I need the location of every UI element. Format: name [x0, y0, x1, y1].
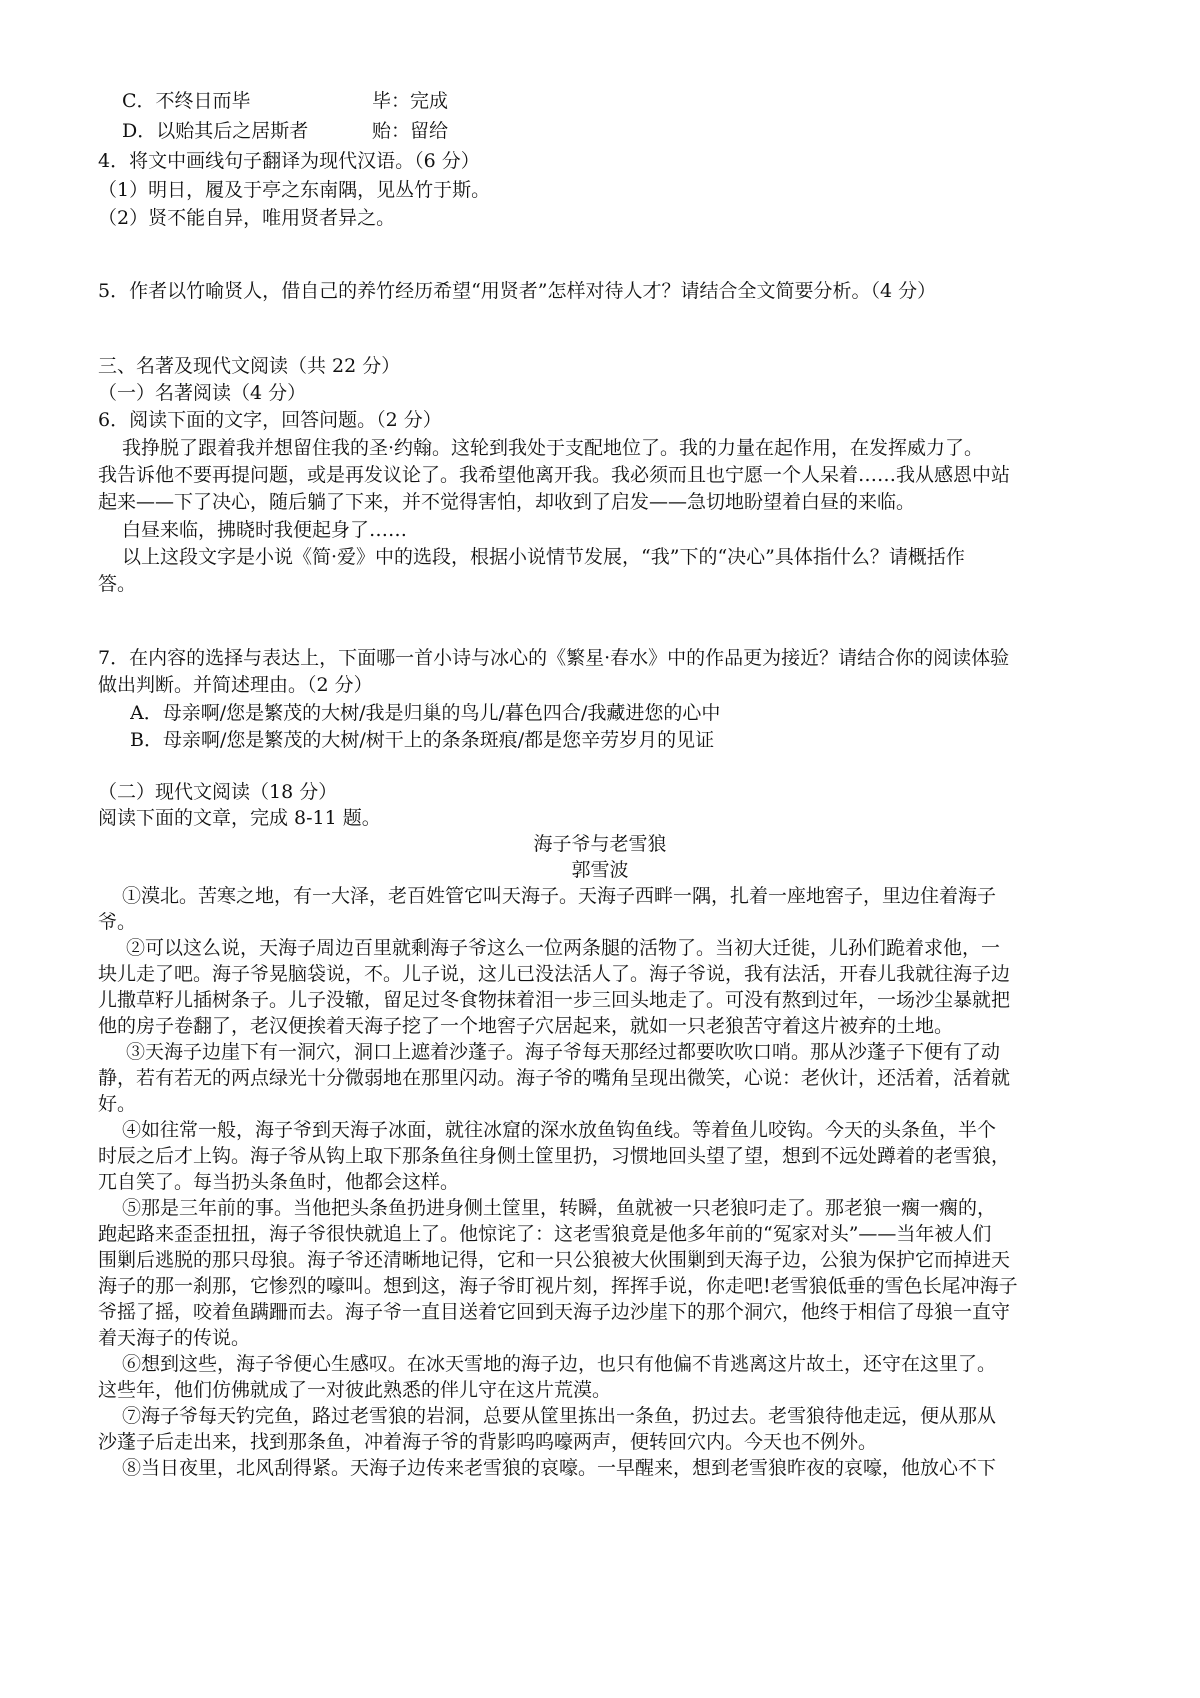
q4-stem: 4．将文中画线句子翻译为现代汉语。（6 分） — [98, 150, 480, 172]
q4-sentence-2: （2）贤不能自异，唯用贤者异之。 — [98, 207, 396, 229]
q3-option-c-text: C．不终日而毕 — [122, 90, 251, 112]
article-line: ⑦海子爷每天钓完鱼，路过老雪狼的岩洞，总要从筐里拣出一条鱼，扔过去。老雪狼待他走远，便从那从 — [122, 1405, 997, 1427]
article-title: 海子爷与老雪狼 — [533, 833, 667, 855]
q6-question-line: 答。 — [98, 573, 137, 595]
article-line: 儿撒草籽儿插树条子。儿子没辙，留足过冬食物抹着泪一步三回头地走了。可没有熬到过年，一场沙尘暴就把 — [98, 989, 1011, 1011]
article-line: ③天海子边崖下有一洞穴，洞口上遮着沙蓬子。海子爷每天那经过都要吹吹口哨。那从沙蓬子下便有了动 — [126, 1041, 1001, 1063]
article-line: ⑤那是三年前的事。当他把头条鱼扔进身侧土筐里，转瞬，鱼就被一只老狼叼走了。那老狼一瘸一瘸的， — [122, 1197, 997, 1219]
subsection-1-title: （一）名著阅读（4 分） — [98, 382, 307, 404]
q6-passage-line: 起来——下了决心，随后躺了下来，并不觉得害怕，却收到了启发——急切地盼望着白昼的来临。 — [98, 491, 916, 513]
q6-question-line: 以上这段文字是小说《简·爱》中的选段，根据小说情节发展，“我”下的“决心”具体指什么？请概括作 — [122, 546, 965, 568]
article-line: ②可以这么说，天海子周边百里就剩海子爷这么一位两条腿的活物了。当初大迁徙，儿孙们跪着求他，一 — [126, 937, 1001, 959]
q6-passage-line: 我挣脱了跟着我并想留住我的圣·约翰。这轮到我处于支配地位了。我的力量在起作用，在发挥威力了。 — [122, 437, 984, 459]
article-line: 围剿后逃脱的那只母狼。海子爷还清晰地记得，它和一只公狼被大伙围剿到天海子边，公狼为保护它而掉进天 — [98, 1249, 1011, 1271]
article-line: 跑起路来歪歪扭扭，海子爷很快就追上了。他惊诧了：这老雪狼竟是他多年前的“冤家对头”——当年被人们 — [98, 1223, 992, 1245]
article-line: 这些年，他们仿佛就成了一对彼此熟悉的伴儿守在这片荒漠。 — [98, 1379, 612, 1401]
q6-passage-line: 白昼来临，拂晓时我便起身了…… — [122, 519, 408, 541]
article-line: 好。 — [98, 1093, 137, 1115]
subsection-2-title: （二）现代文阅读（18 分） — [98, 781, 338, 803]
q7-option-b: B．母亲啊/您是繁茂的大树/树干上的条条斑痕/都是您辛劳岁月的见证 — [130, 729, 715, 751]
subsection-2-intro: 阅读下面的文章，完成 8-11 题。 — [98, 807, 381, 829]
article-line: 时辰之后才上钩。海子爷从钩上取下那条鱼往身侧土筐里扔，习惯地回头望了望，想到不远处蹲着的老雪狼， — [98, 1145, 1011, 1167]
q5-stem: 5．作者以竹喻贤人，借自己的养竹经历希望“用贤者”怎样对待人才？请结合全文简要分析。（4 分） — [98, 280, 937, 302]
q3-option-c — [122, 89, 1152, 113]
q6-passage-line: 我告诉他不要再提问题，或是再发议论了。我希望他离开我。我必须而且也宁愿一个人呆着……我从感恩中站 — [98, 464, 1011, 486]
q3-option-d — [122, 119, 1152, 143]
article-line: 兀自笑了。每当扔头条鱼时，他都会这样。 — [98, 1171, 460, 1193]
q7-stem-line: 做出判断。并简述理由。（2 分） — [98, 674, 373, 696]
q4-sentence-1: （1）明日，履及于亭之东南隅，见丛竹于斯。 — [98, 179, 491, 201]
article-line: 沙蓬子后走出来，找到那条鱼，冲着海子爷的背影呜呜嚎两声，便转回穴内。今天也不例外。 — [98, 1431, 878, 1453]
q6-stem: 6．阅读下面的文字，回答问题。（2 分） — [98, 409, 442, 431]
article-line: 他的房子卷翻了，老汉便挨着天海子挖了一个地窖子穴居起来，就如一只老狼苦守着这片被弃的土地。 — [98, 1015, 954, 1037]
article-line: ①漠北。苦寒之地，有一大泽，老百姓管它叫天海子。天海子西畔一隅，扎着一座地窖子，里边住着海子 — [122, 885, 997, 907]
article-line: 着天海子的传说。 — [98, 1327, 251, 1349]
article-line: ④如往常一般，海子爷到天海子冰面，就往冰窟的深水放鱼钩鱼线。等着鱼儿咬钩。今天的头条鱼，半个 — [122, 1119, 997, 1141]
article-line: ⑧当日夜里，北风刮得紧。天海子边传来老雪狼的哀嚎。一早醒来，想到老雪狼昨夜的哀嚎，他放心不下 — [122, 1457, 997, 1479]
article-line: ⑥想到这些，海子爷便心生感叹。在冰天雪地的海子边，也只有他偏不肯逃离这片故土，还守在这里了。 — [122, 1353, 997, 1375]
article-line: 海子的那一刹那，它惨烈的嚎叫。想到这，海子爷盯视片刻，挥挥手说，你走吧!老雪狼低垂的雪色长尾冲海子 — [98, 1275, 1018, 1297]
q3-option-d-text: D．以贻其后之居斯者 — [122, 120, 309, 142]
section-3-title: 三、名著及现代文阅读（共 22 分） — [98, 355, 401, 377]
q3-option-c-gloss: 毕：完成 — [372, 90, 449, 112]
article-line: 静，若有若无的两点绿光十分微弱地在那里闪动。海子爷的嘴角呈现出微笑，心说：老伙计，还活着，活着就 — [98, 1067, 1011, 1089]
q3-option-d-gloss: 贻：留给 — [372, 120, 449, 142]
q7-stem-line: 7．在内容的选择与表达上，下面哪一首小诗与冰心的《繁星·春水》中的作品更为接近？请结合你的阅读体验 — [98, 647, 1010, 669]
q7-option-a: A．母亲啊/您是繁茂的大树/我是归巢的鸟儿/暮色四合/我藏进您的心中 — [130, 702, 721, 724]
article-line: 爷。 — [98, 911, 137, 933]
article-line: 爷摇了摇，咬着鱼蹒跚而去。海子爷一直目送着它回到天海子边沙崖下的那个洞穴，他终于相信了母狼一直守 — [98, 1301, 1011, 1323]
article-line: 块儿走了吧。海子爷晃脑袋说，不。儿子说，这儿已没法活人了。海子爷说，我有法活，开春儿我就往海子边 — [98, 963, 1011, 985]
article-author: 郭雪波 — [571, 859, 629, 881]
